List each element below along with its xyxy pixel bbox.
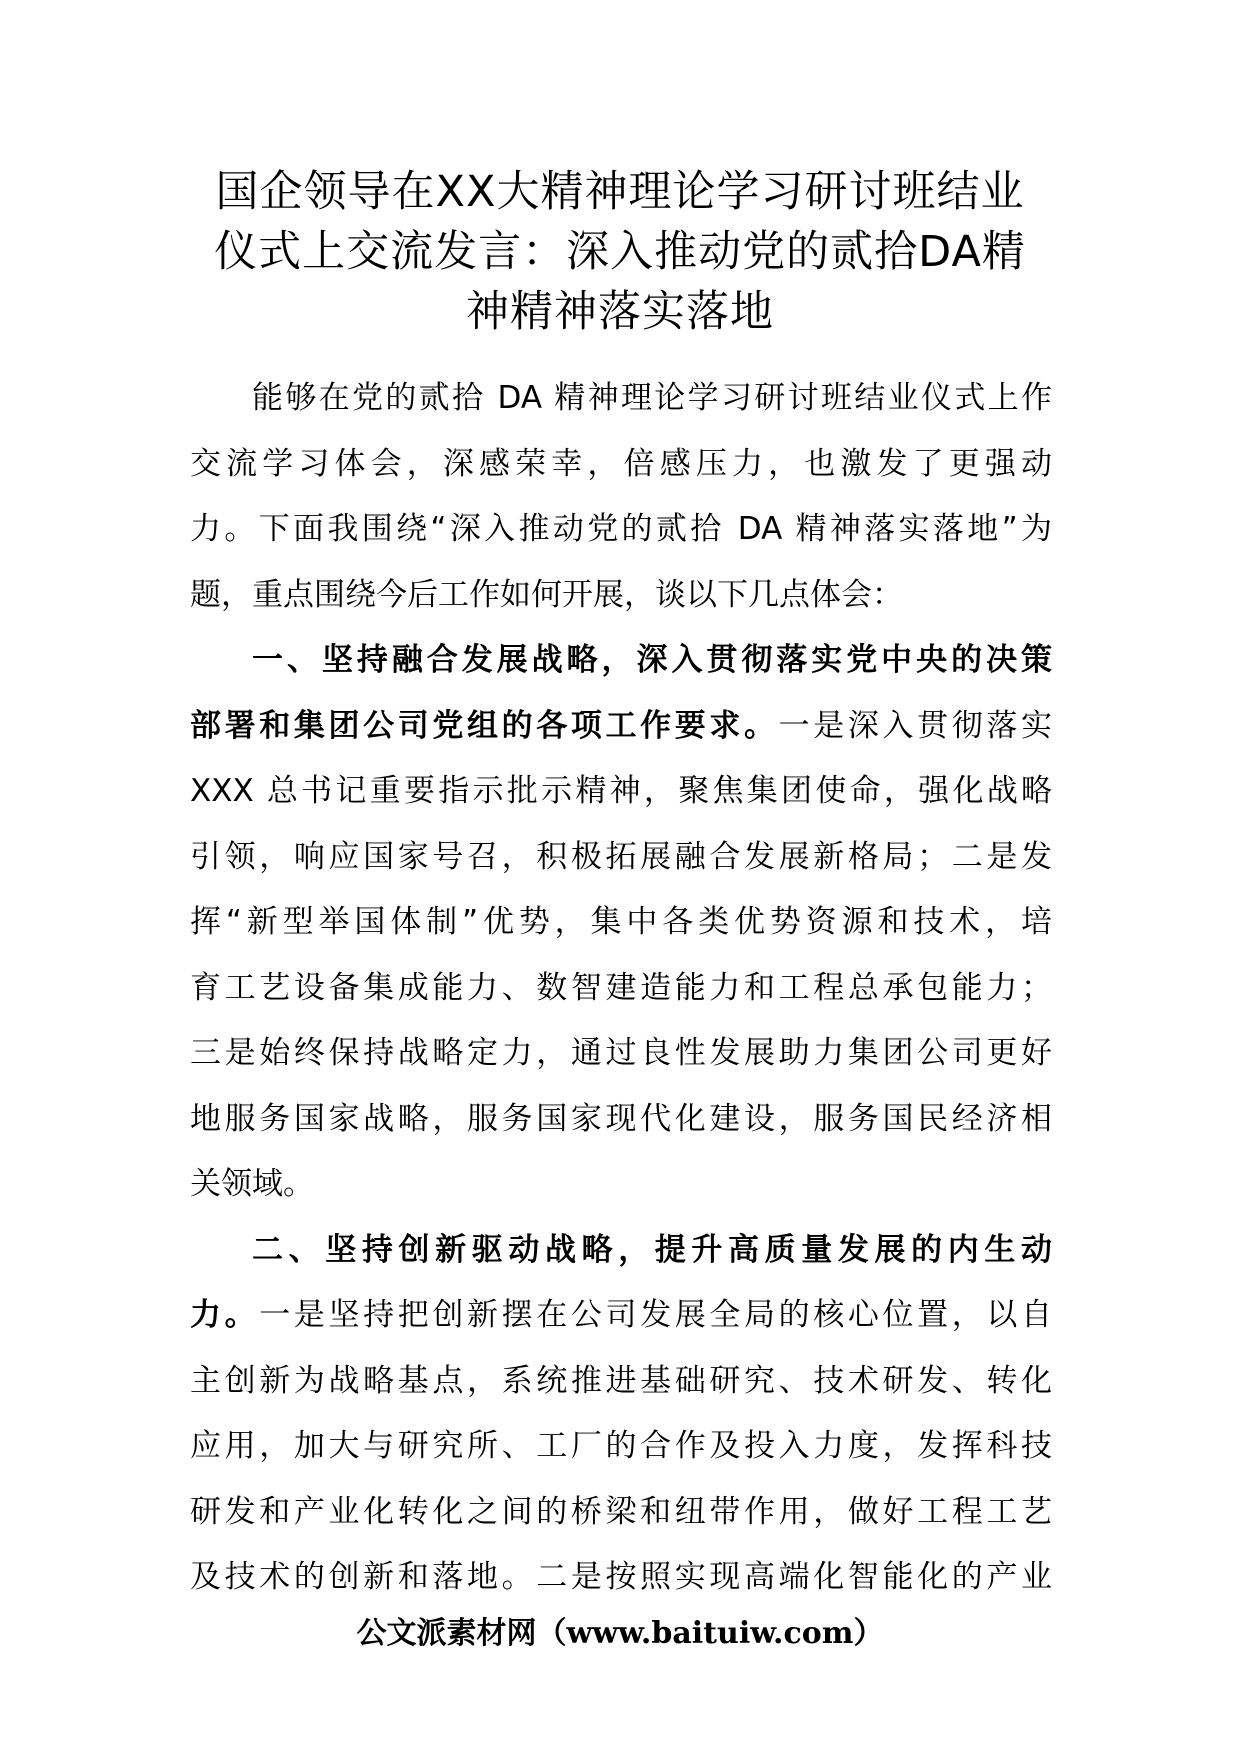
text-line: 育工艺设备集成能力、数智建造能力和工程总承包能力；: [190, 969, 1052, 1006]
text-line: 交流学习体会，深感荣幸，倍感压力，也激发了更强动: [190, 445, 1052, 482]
section-two-paragraph: [190, 1218, 1052, 1611]
text-line: 及技术的创新和落地。二是按照实现高端化智能化的产业: [190, 1559, 1052, 1595]
text-line: 题，重点围绕今后工作如何开展，谈以下几点体会：: [190, 576, 903, 613]
text-line: XXX 总书记重要指示批示精神，聚焦集团使命，强化战略: [190, 773, 1052, 809]
text-line: 力。下面我围绕“深入推动党的贰拾 DA 精神落实落地”为: [190, 511, 1052, 547]
text-segment: 一是坚持把创新摆在公司发展全局的核心位置，以自: [259, 1297, 1052, 1333]
text-line: 地服务国家战略，服务国家现代化建设，服务国民经济相: [190, 1100, 1052, 1137]
title-line: 神精神落实落地: [466, 287, 774, 337]
title-line: 仪式上交流发言：深入推动党的贰拾DA精: [214, 227, 1026, 277]
intro-paragraph: [190, 366, 1052, 628]
text-line: [190, 1283, 1052, 1349]
text-line: 三是始终保持战略定力，通过良性发展助力集团公司更好: [190, 1035, 1052, 1071]
section-heading: 一、坚持融合发展战略，深入贯彻落实党中央的决策: [252, 642, 1052, 678]
text-line: [190, 694, 1052, 760]
section-heading-cont: 部署和集团公司党组的各项工作要求。: [190, 707, 779, 744]
text-line: 挥“新型举国体制”优势，集中各类优势资源和技术，培: [190, 904, 1052, 940]
section-heading: 二、坚持创新驱动战略，提升高质量发展的内生动: [252, 1231, 1052, 1268]
section-one-paragraph: [190, 628, 1052, 1218]
section-heading-cont: 力。: [190, 1297, 260, 1333]
page-footer: 公文派素材网（www.baituiw.com）: [356, 1616, 884, 1651]
text-line: 能够在党的贰拾 DA 精神理论学习研讨班结业仪式上作: [252, 380, 1052, 416]
text-segment: 一是深入贯彻落实: [778, 707, 1052, 744]
text-line: 研发和产业化转化之间的桥梁和纽带作用，做好工程工艺: [190, 1493, 1052, 1530]
text-line: 应用，加大与研究所、工厂的合作及投入力度，发挥科技: [190, 1428, 1052, 1464]
document-title: [190, 162, 1050, 342]
document-body: [190, 366, 1052, 1611]
text-line: 引领，响应国家号召，积极拓展融合发展新格局；二是发: [190, 838, 1052, 875]
text-line: 关领域。: [190, 1166, 314, 1202]
text-line: 主创新为战略基点，系统推进基础研究、技术研发、转化: [190, 1362, 1052, 1399]
title-line: 国企领导在XX大精神理论学习研讨班结业: [215, 167, 1025, 217]
